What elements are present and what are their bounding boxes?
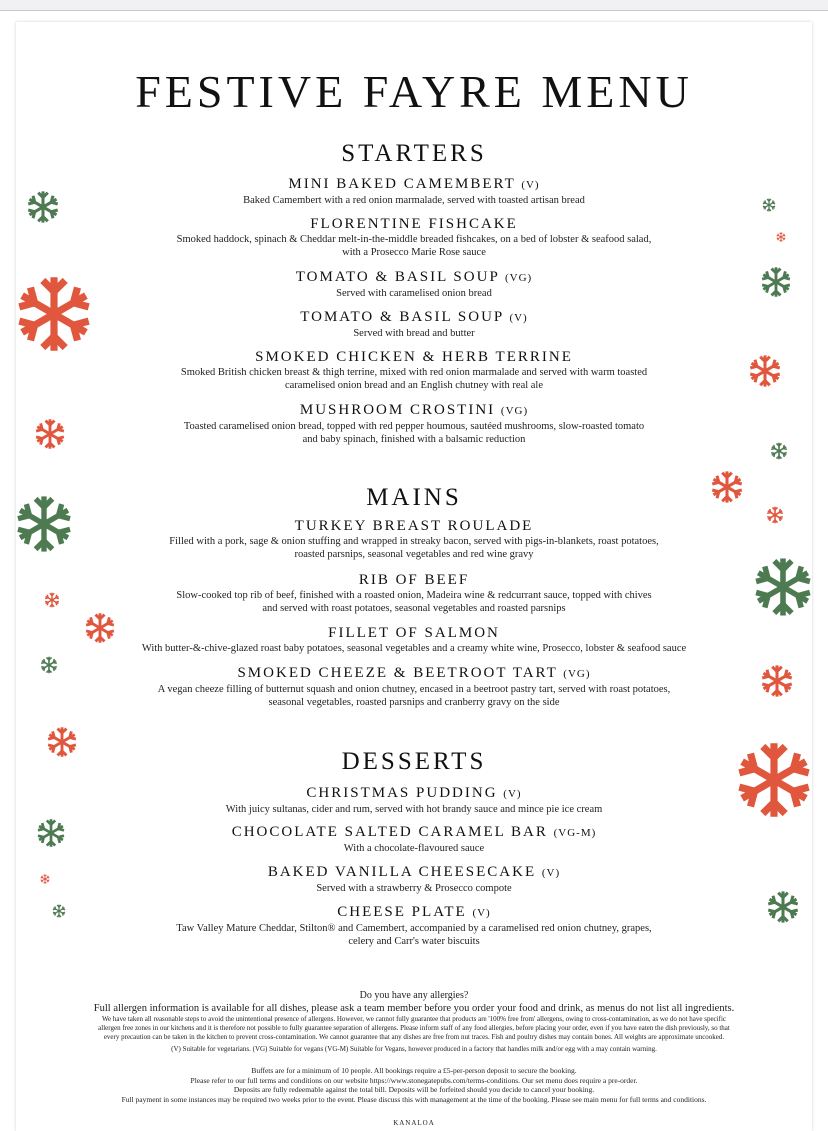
item-name: CHRISTMAS PUDDING (V) <box>306 785 522 801</box>
item-description: Filled with a pork, sage & onion stuffing and wrapped in streaky bacon, served with pigs-in-blankets, roast potatoes, <box>169 536 659 547</box>
dietary-key: (V) Suitable for vegetarians. (VG) Suitable for vegans (VG-M) Suitable for Vegans, however produced in a factory that handles milk and/or egg with a may contain warning. <box>171 1045 657 1053</box>
booking-terms-line: Please refer to our full terms and conditions on our website https://www.stonegatepubs.com/terms-conditions. Our set menu does require a pre-order. <box>190 1075 638 1085</box>
snowflake-icon <box>762 198 776 212</box>
snowflake-icon <box>52 904 66 918</box>
menu-item <box>110 572 718 615</box>
snowflake-icon <box>34 418 66 450</box>
item-description: With juicy sultanas, cider and rum, served with hot brandy sauce and mince pie ice cream <box>225 804 603 815</box>
item-name: FLORENTINE FISHCAKE <box>310 216 518 232</box>
dietary-tag: (V) <box>521 179 540 191</box>
snowflake-icon <box>26 190 60 224</box>
item-name: TOMATO & BASIL SOUP (V) <box>300 309 528 325</box>
item-description: and baby spinach, finished with a balsamic reduction <box>302 434 526 445</box>
item-description: A vegan cheeze filling of butternut squash and onion chutney, encased in a beetroot pastry tart, served with roast potatoes, <box>157 684 671 695</box>
snowflake-icon <box>40 656 58 674</box>
item-description: Baked Camembert with a red onion marmalade, served with toasted artisan bread <box>243 195 585 206</box>
snowflake-icon <box>734 740 814 820</box>
snowflake-icon <box>760 266 792 298</box>
dietary-tag: (V) <box>509 312 528 324</box>
item-name: MINI BAKED CAMEMBERT (V) <box>288 176 540 192</box>
snowflake-icon <box>40 874 50 884</box>
allergy-disclaimer-line: allergen free zones in our kitchens and it is therefore not possible to fully guarantee separation of allergens. Please inform staff of any food allergies, before placing your order, even if you have eaten the dish previously, so that <box>98 1024 730 1032</box>
brand-name: KANALOA <box>393 1119 435 1127</box>
item-description: Smoked haddock, spinach & Cheddar melt-in-the-middle breaded fishcakes, on a bed of lobster & seafood salad, <box>176 234 652 245</box>
snowflake-icon <box>748 354 782 388</box>
item-description: Served with bread and butter <box>353 328 475 339</box>
snowflake-icon <box>84 612 116 644</box>
menu-item <box>110 824 718 855</box>
menu-item <box>110 904 718 948</box>
allergy-notice: Full allergen information is available for all dishes, please ask a team member before you order your food and drink, as menus do not list all ingredients. <box>93 1003 735 1014</box>
snowflake-icon <box>760 664 794 698</box>
snowflake-icon <box>36 818 66 848</box>
item-description: and served with roast potatoes, seasonal vegetables and roasted parsnips <box>262 603 566 614</box>
menu-item <box>110 216 718 259</box>
snowflake-icon <box>766 890 800 924</box>
snowflake-icon <box>752 556 814 618</box>
item-name: BAKED VANILLA CHEESECAKE (V) <box>267 864 561 880</box>
dietary-tag: (VG) <box>504 272 533 284</box>
item-description: celery and Carr's water biscuits <box>348 936 480 947</box>
menu-item <box>110 349 718 392</box>
item-description: seasonal vegetables, roasted parsnips and cranberry gravy on the side <box>268 697 560 708</box>
menu-item <box>110 402 718 446</box>
menu-item <box>100 665 728 709</box>
snowflake-icon <box>776 232 786 242</box>
item-description: roasted parsnips, seasonal vegetables and red wine gravy <box>294 549 534 560</box>
item-name: TOMATO & BASIL SOUP (VG) <box>295 269 533 285</box>
item-description: With butter-&-chive-glazed roast baby potatoes, seasonal vegetables and a creamy white wine, Prosecco, lobster & seafood sauce <box>141 643 687 654</box>
allergy-disclaimer-line: We have taken all reasonable steps to avoid the unintentional presence of allergens. However, we cannot fully guarantee that products are '100% free from' allergens, owing to cross-contamination, as we do not have specific <box>101 1015 726 1023</box>
dietary-tag: (V) <box>503 788 522 800</box>
snowflake-icon <box>44 592 60 608</box>
item-description: caramelised onion bread and an English chutney with real ale <box>284 380 544 391</box>
item-name: MUSHROOM CROSTINI (VG) <box>299 402 529 418</box>
snowflake-icon <box>14 494 74 554</box>
dietary-tag: (VG) <box>563 668 591 680</box>
item-description: Slow-cooked top rib of beef, finished with a roasted onion, Madeira wine & redcurrant sauce, topped with chives <box>176 590 652 601</box>
item-description: Served with a strawberry & Prosecco compote <box>316 883 512 894</box>
menu-item <box>100 625 728 655</box>
menu-item <box>110 309 718 340</box>
menu-item <box>110 269 718 300</box>
section-title-mains: MAINS <box>366 484 462 511</box>
snowflake-icon <box>14 274 94 354</box>
item-description: With a chocolate-flavoured sauce <box>343 843 485 854</box>
snowflake-icon <box>46 726 78 758</box>
item-description: Taw Valley Mature Cheddar, Stilton® and Camembert, accompanied by a caramelised red onion chutney, grapes, <box>176 923 652 934</box>
menu-item <box>110 864 718 895</box>
item-name: SMOKED CHICKEN & HERB TERRINE <box>255 349 573 365</box>
booking-terms <box>40 1066 788 1104</box>
item-description: Served with caramelised onion bread <box>336 288 492 299</box>
section-title-starters: STARTERS <box>341 140 487 167</box>
item-description: Smoked British chicken breast & thigh terrine, mixed with red onion marmalade and served with warm toasted <box>180 367 648 378</box>
dietary-tag: (VG-M) <box>553 827 597 839</box>
allergen-footer <box>40 990 788 1054</box>
item-description: with a Prosecco Marie Rose sauce <box>342 247 486 258</box>
item-description: Toasted caramelised onion bread, topped with red pepper houmous, sautéed mushrooms, slow-roasted tomato <box>183 421 645 432</box>
menu-item <box>110 785 718 816</box>
booking-terms-line: Full payment in some instances may be required two weeks prior to the event. Please discuss this with management at the time of the booking. Please see main menu for full terms and conditions. <box>121 1094 707 1104</box>
item-name: CHEESE PLATE (V) <box>337 904 491 920</box>
item-name: TURKEY BREAST ROULADE <box>294 518 534 534</box>
menu-item <box>110 176 718 207</box>
brand-footer <box>40 1119 788 1128</box>
booking-terms-line: Deposits are fully redeemable against the total bill. Deposits will be forfeited should you decide to cancel your booking. <box>233 1085 595 1094</box>
allergy-question: Do you have any allergies? <box>359 990 469 1001</box>
snowflake-icon <box>710 470 744 504</box>
item-name: RIB OF BEEF <box>358 572 470 588</box>
section-title-desserts: DESSERTS <box>341 748 487 775</box>
dietary-tag: (VG) <box>500 405 529 417</box>
snowflake-icon <box>766 506 784 524</box>
item-name: FILLET OF SALMON <box>328 625 500 641</box>
dietary-tag: (V) <box>472 907 491 919</box>
menu-item <box>110 518 718 561</box>
item-name: CHOCOLATE SALTED CARAMEL BAR (VG-M) <box>231 824 597 840</box>
menu-title: FESTIVE FAYRE MENU <box>135 66 693 117</box>
item-name: SMOKED CHEEZE & BEETROOT TART (VG) <box>237 665 591 681</box>
allergy-disclaimer-line: every precaution can be taken in the kitchen to prevent cross-contamination. We cannot guarantee that any dishes are free from nut traces. Fish and poultry dishes may contain bones. All weights are approximate uncooked. <box>103 1033 725 1041</box>
dietary-tag: (V) <box>541 867 561 879</box>
snowflake-icon <box>770 442 788 460</box>
viewer-top-bar <box>0 0 828 11</box>
booking-terms-line: Buffets are for a minimum of 10 people. All bookings require a £5-per-person deposit to secure the booking. <box>251 1066 577 1075</box>
